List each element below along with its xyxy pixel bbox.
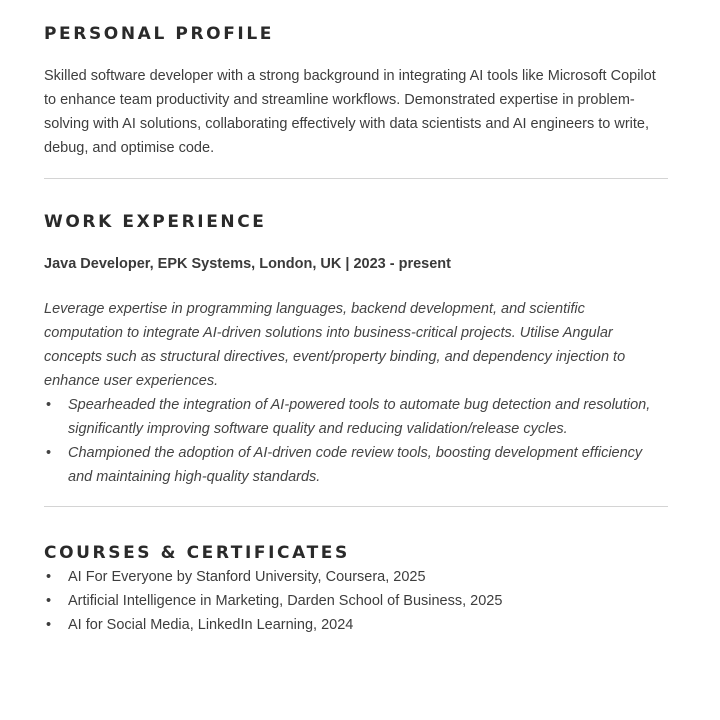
bullet-icon: • [46, 445, 52, 461]
course-text: AI for Social Media, LinkedIn Learning, 2024 [68, 617, 354, 633]
achievement-text: Championed the adoption of AI-driven code review tools, boosting development efficiency and maintaining high-quality standards. [68, 445, 643, 485]
achievement-text: Spearheaded the integration of AI-powered tools to automate bug detection and resolution, significantly improving software quality and reducing validation/release cycles. [68, 397, 651, 437]
courses-list [44, 565, 670, 637]
section-divider [44, 178, 668, 179]
job-achievements-list [44, 393, 664, 489]
bullet-icon: • [46, 617, 52, 633]
section-title-personal-profile: PERSONAL PROFILE [44, 24, 274, 44]
list-item [44, 393, 664, 441]
personal-profile-section [44, 22, 670, 160]
list-item [44, 441, 664, 489]
profile-text: Skilled software developer with a strong background in integrating AI tools like Microsoft Copilot to enhance team productivity and streamline workflows. Demonstrated expertise in problem-solving with AI solutions, collaborating effectively with data scientists and AI engineers to write, debug, and optimise code. [44, 68, 656, 156]
course-text: AI For Everyone by Stanford University, Coursera, 2025 [68, 569, 426, 585]
section-title-courses-certificates: COURSES & CERTIFICATES [44, 543, 350, 563]
list-item [44, 613, 670, 637]
bullet-icon: • [46, 593, 52, 609]
section-divider [44, 506, 668, 507]
bullet-icon: • [46, 397, 52, 413]
work-experience-section [44, 210, 670, 489]
section-title-work-experience: WORK EXPERIENCE [44, 212, 267, 232]
list-item [44, 589, 670, 613]
job-summary: Leverage expertise in programming languages, backend development, and scientific computation to integrate AI-driven solutions into business-critical projects. Utilise Angular concepts such as structural directives, event/property binding, and dependency injection to enhance user experiences. [44, 301, 626, 389]
list-item [44, 565, 670, 589]
courses-certificates-section [44, 541, 670, 637]
bullet-icon: • [46, 569, 52, 585]
job-heading: Java Developer, EPK Systems, London, UK | 2023 - present [44, 256, 451, 272]
course-text: Artificial Intelligence in Marketing, Darden School of Business, 2025 [68, 593, 503, 609]
